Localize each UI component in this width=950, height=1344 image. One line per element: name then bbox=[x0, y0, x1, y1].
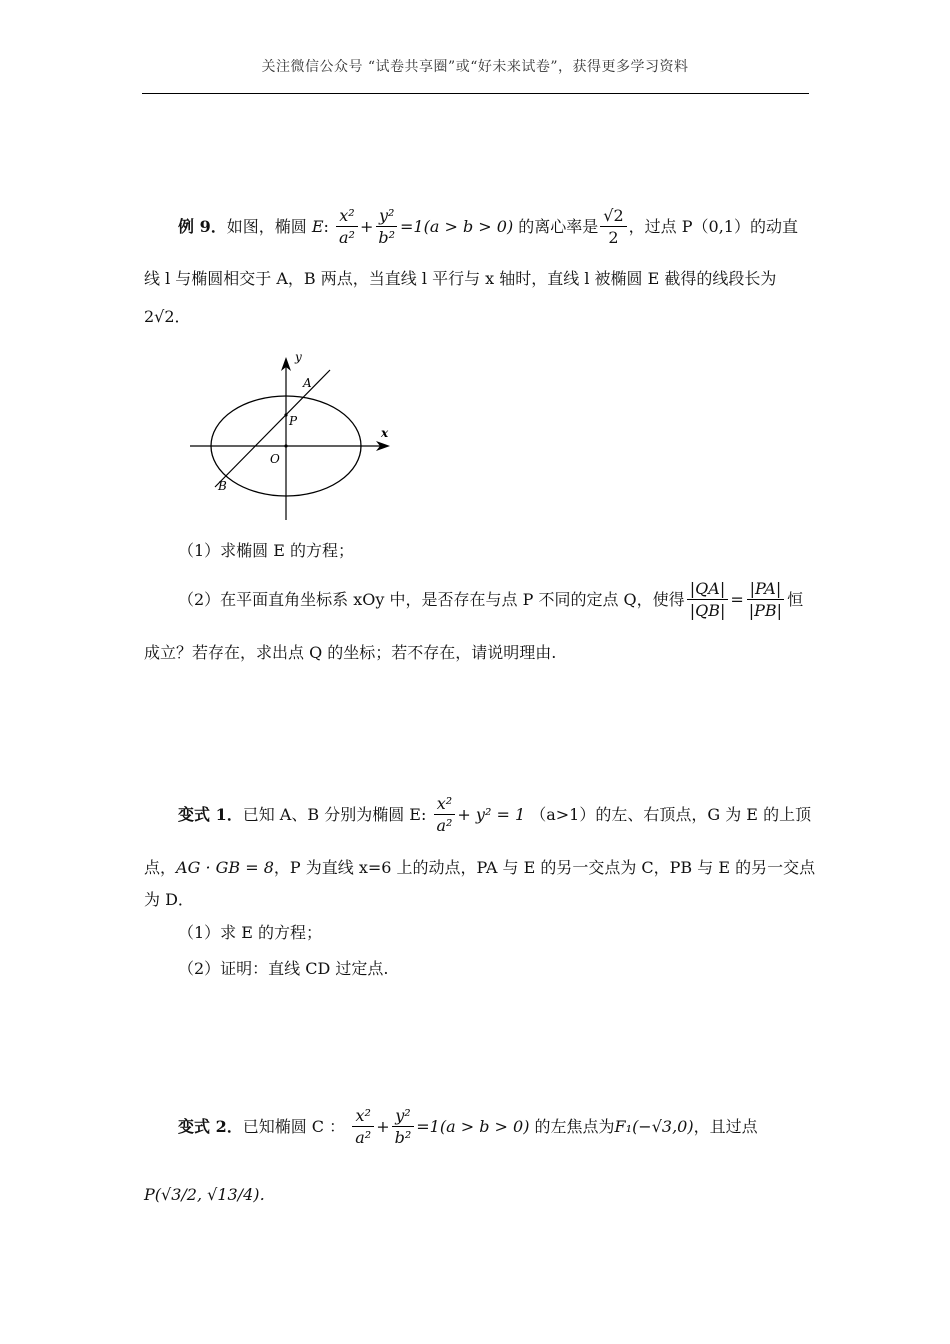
frac-pa-pb: $\frac{|PA|}{|PB|}$ bbox=[746, 579, 785, 622]
var2-label: 变式 2． bbox=[178, 1117, 243, 1136]
var1-q2: （2）证明：直线 CD 过定点. bbox=[178, 959, 389, 978]
var1-label: 变式 1． bbox=[178, 805, 243, 824]
point-p-coords: P(√3/2, √13/4)． bbox=[144, 1185, 276, 1204]
ex9-q1: （1）求椭圆 E 的方程； bbox=[178, 541, 355, 560]
var1-line3: 为 D． bbox=[144, 890, 194, 909]
var1-line2: 点，AG · GB = 8，P 为直线 x=6 上的动点，PA 与 E 的另一交点为 C，PB 与 E 的另一交点 bbox=[144, 858, 816, 877]
label-y: y bbox=[295, 350, 302, 364]
point-p-dot bbox=[284, 413, 287, 416]
var2-line1: 变式 2．已知椭圆 C ： $\frac{\text{x²}}{\text{a²}}$ + $\frac{\text{y²}}{\text{b²}}$ =1(a > b > 0) 的左焦点为F₁(−√3,0)，且过点 bbox=[178, 1106, 758, 1147]
var1-line1: 变式 1．已知 A、B 分别为椭圆 E: $\frac{\text{x²}}{\text{a²}}$ + y² = 1 （a>1）的左、右顶点，G 为 E 的上顶 bbox=[178, 794, 812, 835]
ex9-line3: 2√2． bbox=[144, 307, 191, 326]
frac-x2-a2-v1: $\frac{\text{x²}}{\text{a²}}$ bbox=[433, 794, 455, 837]
line-l bbox=[215, 370, 330, 487]
frac-y2-b2: $\frac{\text{y²}}{\text{b²}}$ bbox=[375, 206, 398, 249]
label-b: B bbox=[218, 479, 227, 493]
frac-x2-a2-v2: $\frac{\text{x²}}{\text{a²}}$ bbox=[352, 1106, 374, 1149]
frac-x2-a2: $\frac{\text{x²}}{\text{a²}}$ bbox=[336, 206, 358, 249]
ellipse-figure bbox=[185, 345, 400, 525]
dot-product: AG · GB = 8 bbox=[176, 858, 274, 877]
focus-f1: F₁(−√3,0) bbox=[614, 1117, 694, 1136]
page-header: 关注微信公众号 “试卷共享圈”或“好未来试卷”，获得更多学习资料 bbox=[261, 59, 689, 75]
label-o: O bbox=[270, 452, 280, 466]
header-divider bbox=[142, 93, 809, 94]
ex9-line1: 例 9．如图，椭圆 E: $\frac{\text{x²}}{\text{a²}}$ + $\frac{\text{y²}}{\text{b²}}$ =1(a > b > 0) 的离心率是 $\frac{√2}{2}$ ，过点 P（0,1）的动直 bbox=[178, 206, 798, 247]
frac-y2-b2-v2: $\frac{\text{y²}}{\text{b²}}$ bbox=[392, 1106, 415, 1149]
origin-dot bbox=[284, 444, 287, 447]
frac-eccentricity: $\frac{√2}{2}$ bbox=[600, 206, 626, 249]
label-a: A bbox=[303, 376, 312, 390]
var1-q1: （1）求 E 的方程； bbox=[178, 923, 323, 942]
ex9-line2: 线 l 与椭圆相交于 A，B 两点，当直线 l 平行与 x 轴时，直线 l 被椭圆 E 截得的线段长为 bbox=[144, 269, 777, 288]
label-x: x bbox=[381, 426, 389, 440]
label-p: P bbox=[289, 414, 298, 428]
ex9-label: 例 9． bbox=[178, 217, 227, 236]
var2-line2 bbox=[144, 1183, 276, 1207]
frac-qa-qb: $\frac{|QA|}{|QB|}$ bbox=[687, 579, 729, 622]
ex9-q2: （2）在平面直角坐标系 xOy 中，是否存在与点 P 不同的定点 Q，使得 $\frac{|QA|}{|QB|}$ = $\frac{|PA|}{|PB|}$ 恒 bbox=[178, 579, 804, 620]
ex9-q2-line2: 成立？若存在，求出点 Q 的坐标；若不存在，请说明理由. bbox=[144, 643, 557, 662]
